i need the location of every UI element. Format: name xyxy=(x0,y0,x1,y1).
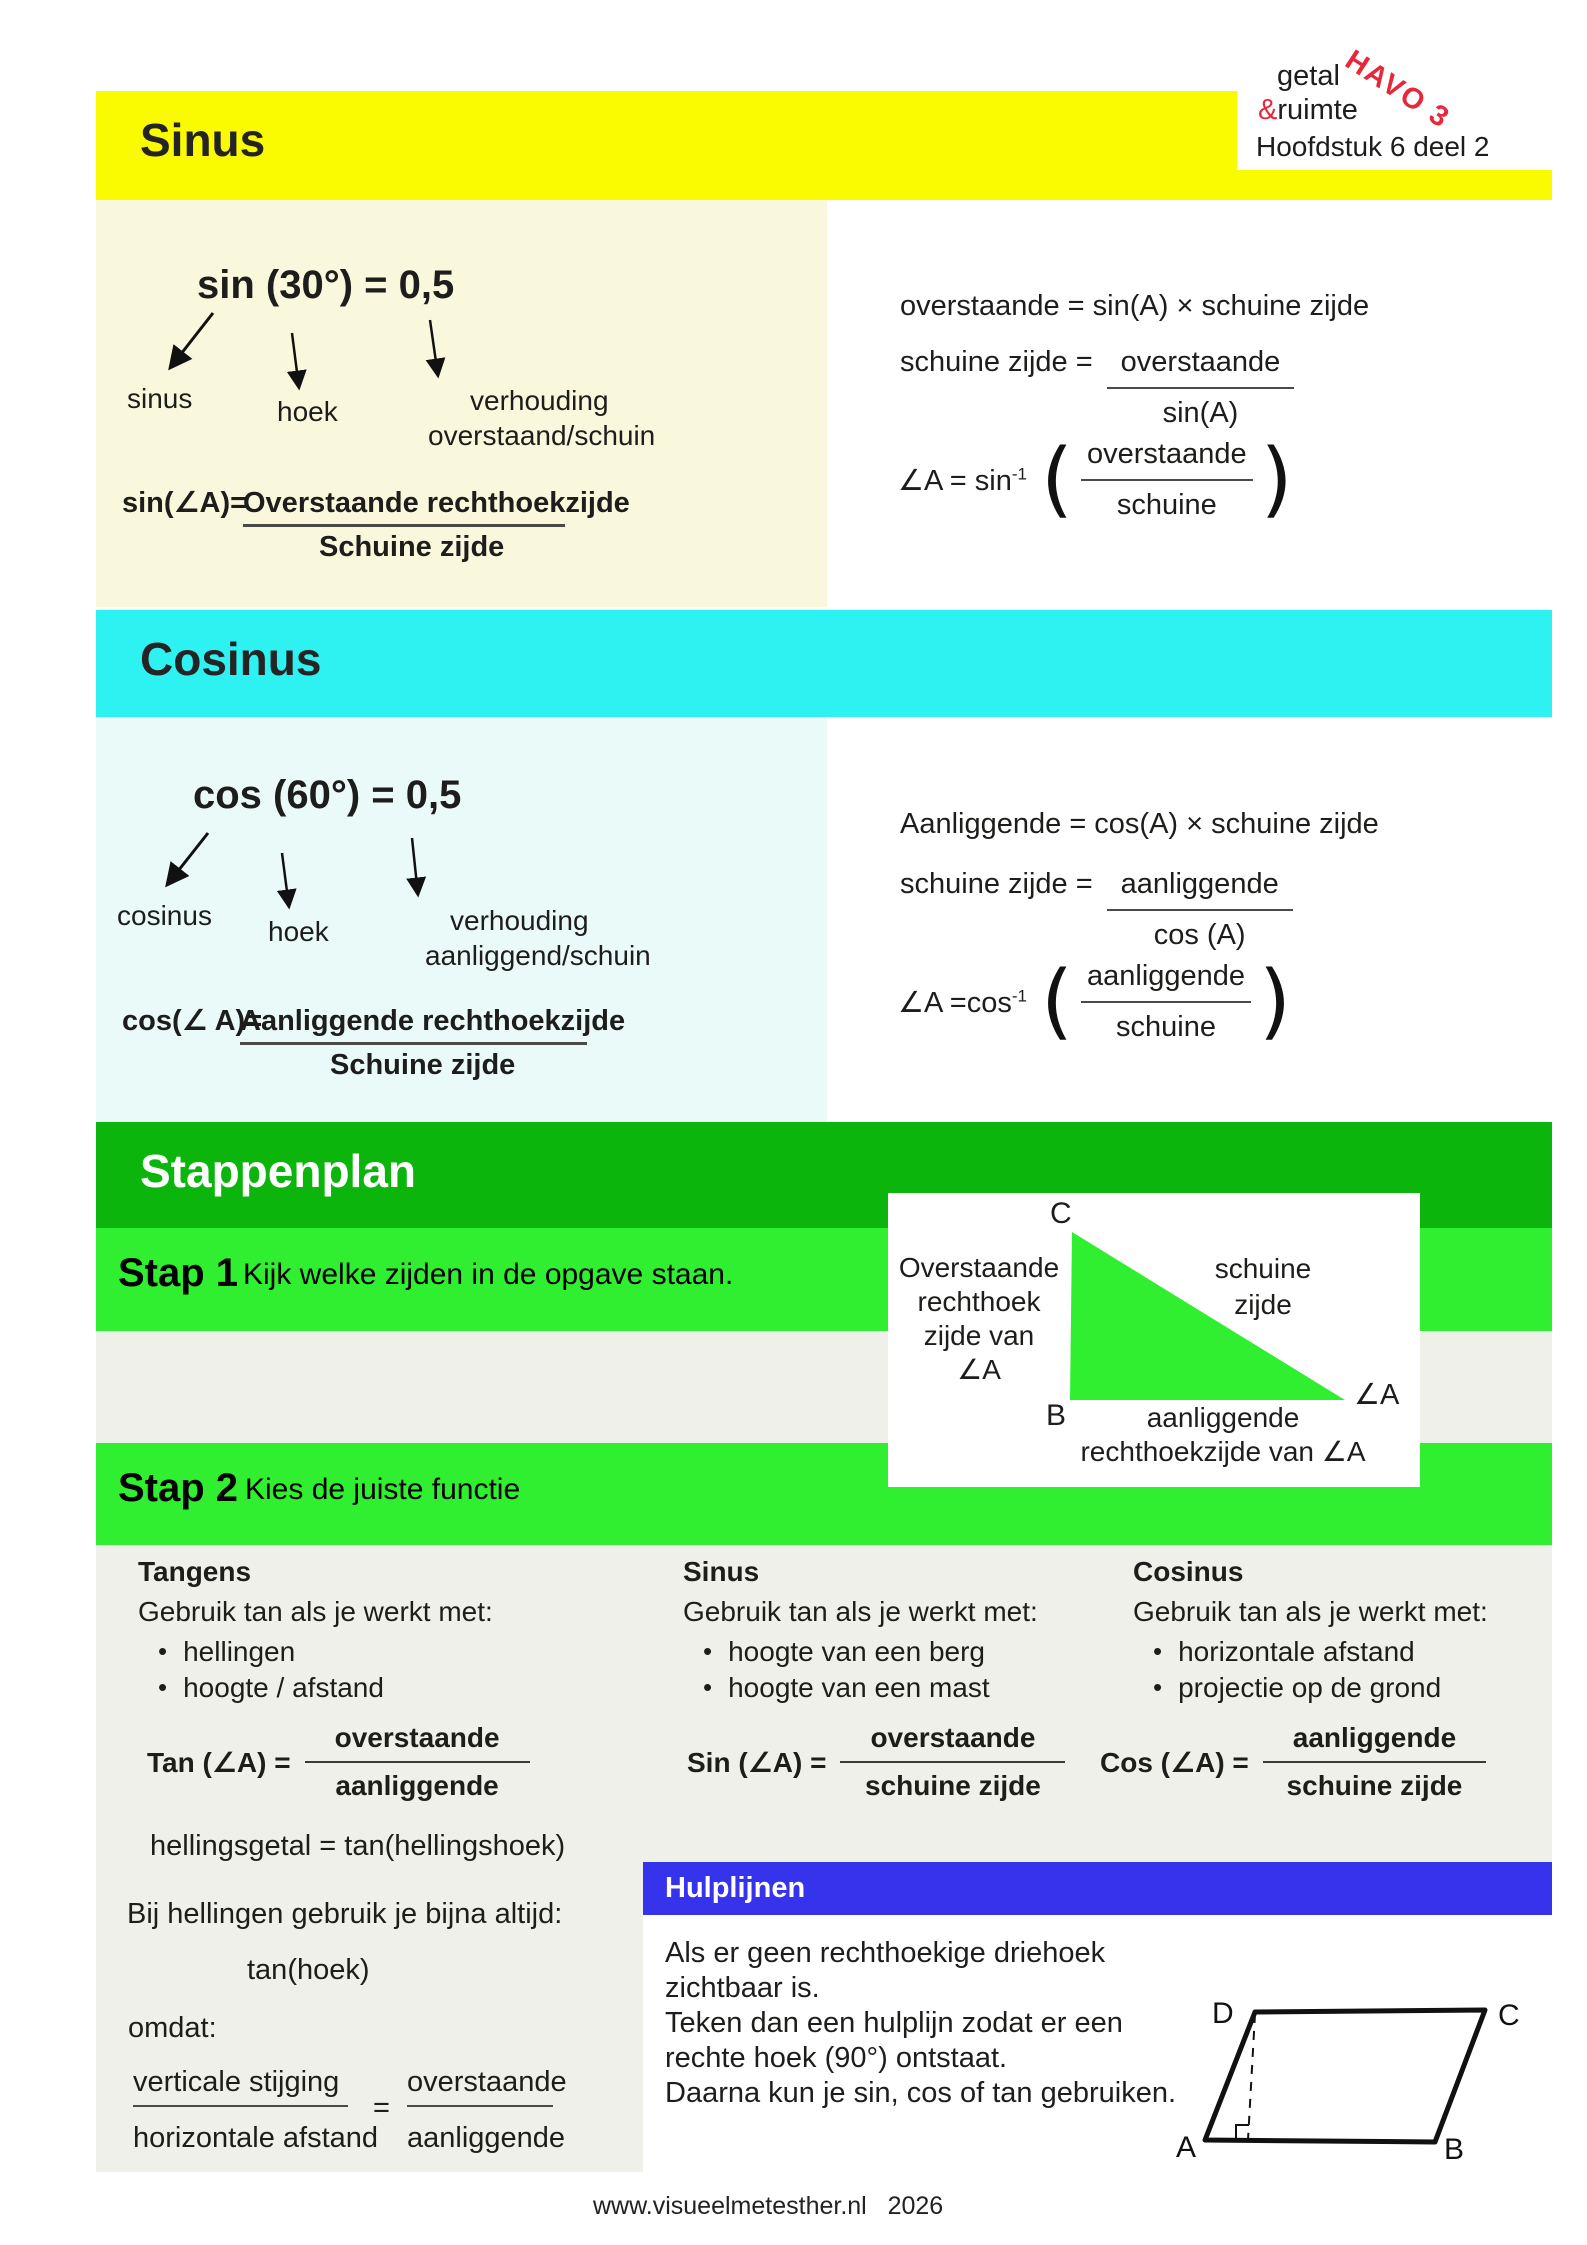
sinus-example: sin (30°) = 0,5 xyxy=(197,263,455,307)
arrow-to-hoek xyxy=(282,853,289,907)
col-sinus-intro: Gebruik tan als je werkt met: xyxy=(683,1596,1038,1627)
fraction: $\frac{\text{overstaande}}{\sin(A)}$ xyxy=(1107,346,1295,430)
cosinus-title: Cosinus xyxy=(140,633,322,685)
cosinus-def-num: Aanliggende rechthoekzijde xyxy=(240,1005,626,1037)
cosinus-identity-3: ∠A $=\cos^{-1}$ ( $\frac{\text{aanliggende}}{\text{schuine}}$ ) xyxy=(898,954,1292,1050)
bullet-icon: • xyxy=(703,1672,713,1702)
close-paren: ) xyxy=(1260,432,1293,528)
arrow-to-hoek xyxy=(292,333,299,388)
cosinus-identity-2: schuine zijde = $\frac{\text{aanliggende}}{\cos (A)}$ xyxy=(900,868,1293,952)
stap2-text: Kies de juiste functie xyxy=(245,1473,521,1506)
footer-text: www.visueelmetesther.nl 2026 xyxy=(593,2192,944,2220)
col-sinus-formula: Sin (∠A) = $\frac{\text{overstaande}}{\text{schuine zijde}}$ xyxy=(687,1722,1065,1802)
cosinus-identity-1: Aanliggende = cos(A) × schuine zijde xyxy=(900,808,1379,840)
bullet-icon: • xyxy=(158,1672,168,1702)
col-cosinus-item-2: • projectie op de grond xyxy=(1153,1672,1442,1703)
sinus-def-line xyxy=(243,524,565,527)
bullet-icon: • xyxy=(1153,1636,1163,1666)
logo-badge-havo3: HAVO 3 xyxy=(1339,44,1456,136)
fraction: $\frac{\text{aanliggende}}{\text{schuine zijde}}$ xyxy=(1263,1722,1486,1802)
hulplijnen-text: Als er geen rechthoekige driehoek zichtbaar is. Teken dan een hulplijn zodat er een rechte hoek (90°) ontstaat. Daarna kun je sin, cos of tan gebruiken. xyxy=(665,1937,1177,2109)
parallelogram-label-b: B xyxy=(1444,2133,1465,2166)
sinus-identity-1: overstaande = sin(A) × schuine zijde xyxy=(900,290,1370,322)
sinus-identity-2: schuine zijde = $\frac{\text{overstaande}}{\sin(A)}$ xyxy=(900,346,1294,430)
sinus-def-lhs: sin(∠A)= xyxy=(122,487,248,519)
cosinus-label-verhouding2: aanliggend/schuin xyxy=(425,940,651,971)
fraction: $\frac{\text{overstaande}}{\text{schuine zijde}}$ xyxy=(840,1722,1065,1802)
sinus-label-sinus: sinus xyxy=(127,383,193,414)
sinus-def-den: Schuine zijde xyxy=(319,531,505,563)
triangle-adjacent-label: aanliggende rechthoekzijde van ∠A xyxy=(1080,1402,1366,1467)
stappenplan-title: Stappenplan xyxy=(140,1145,417,1197)
col-cosinus-heading: Cosinus xyxy=(1133,1556,1244,1587)
helling-frac-left-den: horizontale afstand xyxy=(133,2122,379,2154)
stap2-label: Stap 2 xyxy=(118,1466,239,1510)
bullet-icon: • xyxy=(703,1636,713,1666)
parallelogram-label-a: A xyxy=(1176,2131,1197,2164)
helling-frac-left-num: verticale stijging xyxy=(133,2066,340,2098)
col-sinus-heading: Sinus xyxy=(683,1556,760,1587)
logo-word-ruimte: &ruimte xyxy=(1258,94,1358,126)
sinus-label-verhouding2: overstaand/schuin xyxy=(428,420,656,451)
bullet-icon: • xyxy=(1153,1672,1163,1702)
parallelogram-label-c: C xyxy=(1498,1999,1520,2032)
triangle-angle-a: ∠A xyxy=(1354,1379,1400,1411)
stap1-label: Stap 1 xyxy=(118,1251,239,1295)
triangle-box xyxy=(888,1193,1420,1487)
open-paren: ( xyxy=(1041,432,1073,528)
bullet-icon: • xyxy=(158,1636,168,1666)
sinus-title: Sinus xyxy=(140,114,266,166)
col-tangens-item-1: • hellingen xyxy=(158,1636,296,1667)
parallelogram-figure xyxy=(1160,1985,1560,2170)
helling-frac-right-den: aanliggende xyxy=(407,2122,566,2154)
fraction: $\frac{\text{overstaande}}{\text{aanliggende}}$ xyxy=(305,1722,530,1802)
triangle-opposite-label: Overstaande rechthoek zijde van ∠A xyxy=(898,1252,1060,1385)
arrow-to-cosinus xyxy=(167,833,208,885)
logo-word-getal: getal xyxy=(1277,60,1340,92)
cosinus-example: cos (60°) = 0,5 xyxy=(193,773,462,817)
col-tangens-formula: Tan (∠A) = $\frac{\text{overstaande}}{\text{aanliggende}}$ xyxy=(147,1722,530,1802)
triangle-vertex-c: C xyxy=(1050,1197,1072,1230)
triangle-hypotenuse-label: schuine zijde xyxy=(1214,1253,1312,1320)
cosinus-header-band xyxy=(96,610,1552,717)
helling-frac-right-line xyxy=(407,2105,553,2107)
hulplijnen-header xyxy=(643,1862,1552,1915)
omdat-line: omdat: xyxy=(128,2012,217,2044)
sinus-identity-3: ∠A = $\sin^{-1}$ ( $\frac{\text{overstaande}}{\text{schuine}}$ ) xyxy=(898,432,1293,528)
arrow-to-verhouding xyxy=(412,838,418,895)
hulplijnen-title: Hulplijnen xyxy=(665,1872,806,1904)
col-cosinus-formula: Cos (∠A) = $\frac{\text{aanliggende}}{\text{schuine zijde}}$ xyxy=(1100,1722,1486,1802)
stap1-text: Kijk welke zijden in de opgave staan. xyxy=(243,1258,734,1291)
helling-equals: = xyxy=(373,2092,390,2124)
bij-hellingen-line: Bij hellingen gebruik je bijna altijd: xyxy=(127,1898,563,1930)
cosinus-label-verhouding: verhouding xyxy=(450,905,589,936)
col-sinus-item-2: • hoogte van een mast xyxy=(703,1672,990,1703)
arrow-to-verhouding xyxy=(430,320,438,376)
sinus-label-hoek: hoek xyxy=(277,396,338,427)
cosinus-def-den: Schuine zijde xyxy=(330,1049,516,1081)
cosinus-def-line xyxy=(240,1042,587,1045)
logo-box xyxy=(1237,18,1552,170)
tan-hoek-line: tan(hoek) xyxy=(247,1954,370,1986)
col-tangens-heading: Tangens xyxy=(138,1556,252,1587)
helling-frac-left-line xyxy=(133,2105,348,2107)
logo-subtitle: Hoofdstuk 6 deel 2 xyxy=(1256,131,1490,162)
close-paren: ) xyxy=(1259,954,1292,1050)
arrow-to-sinus xyxy=(170,313,213,368)
triangle-vertex-b: B xyxy=(1046,1399,1067,1432)
fraction: $\frac{\text{aanliggende}}{\text{schuine}}$ xyxy=(1081,960,1251,1044)
helling-frac-right-num: overstaande xyxy=(407,2066,567,2098)
sinus-def-num: Overstaande rechthoekzijde xyxy=(243,487,630,519)
col-sinus-item-1: • hoogte van een berg xyxy=(703,1636,985,1667)
fraction: $\frac{\text{overstaande}}{\text{schuine}}$ xyxy=(1081,438,1253,522)
logo-ampersand: & xyxy=(1258,94,1278,126)
col-cosinus-intro: Gebruik tan als je werkt met: xyxy=(1133,1596,1488,1627)
col-tangens-intro: Gebruik tan als je werkt met: xyxy=(138,1596,493,1627)
open-paren: ( xyxy=(1041,954,1073,1050)
fraction: $\frac{\text{aanliggende}}{\cos (A)}$ xyxy=(1107,868,1293,952)
cosinus-def-lhs: cos(∠ A)= xyxy=(122,1005,263,1037)
cosinus-label-cosinus: cosinus xyxy=(117,900,212,931)
parallelogram-shape xyxy=(1205,2010,1485,2142)
sinus-label-verhouding: verhouding xyxy=(470,385,609,416)
col-tangens-item-2: • hoogte / afstand xyxy=(158,1672,384,1703)
col-cosinus-item-1: • horizontale afstand xyxy=(1153,1636,1415,1667)
parallelogram-label-d: D xyxy=(1212,1997,1234,2030)
hellingsgetal-line: hellingsgetal = tan(hellingshoek) xyxy=(150,1830,566,1862)
cosinus-label-hoek: hoek xyxy=(268,916,329,947)
